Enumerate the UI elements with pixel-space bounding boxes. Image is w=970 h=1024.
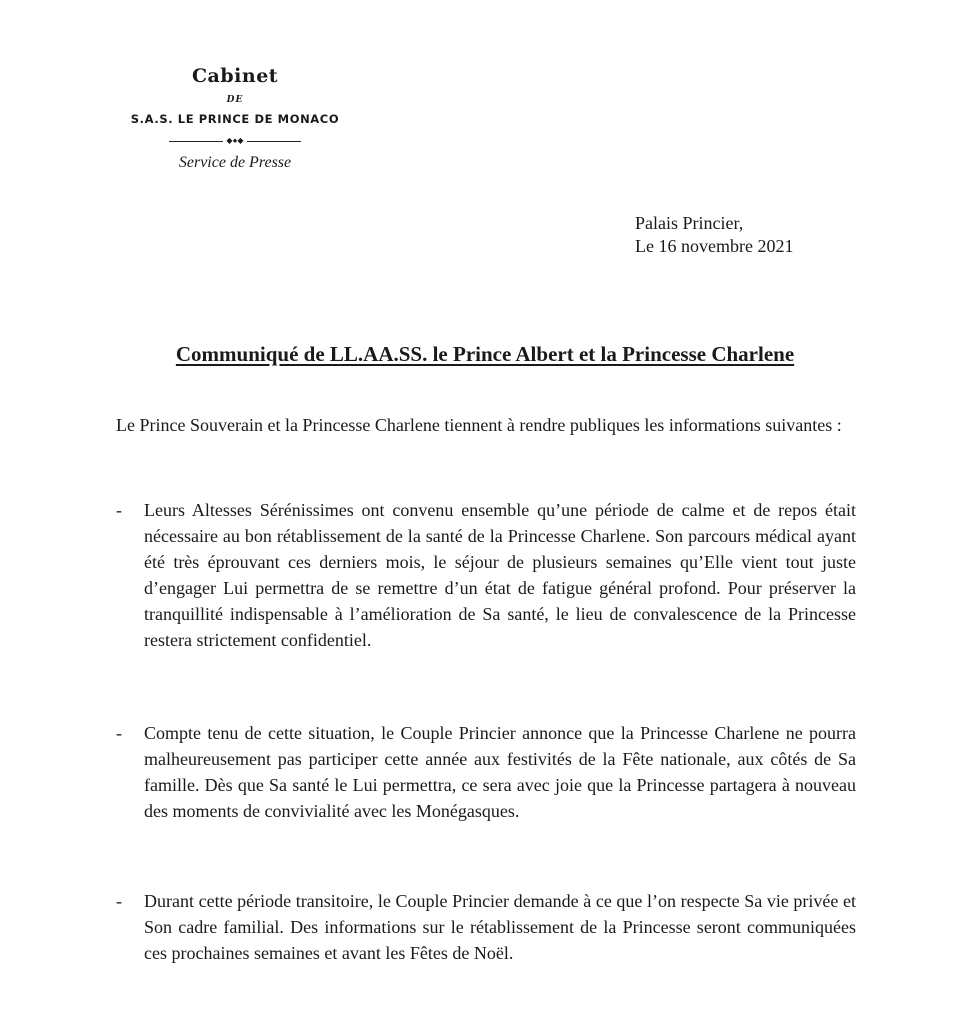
letterhead-de: DE bbox=[226, 95, 244, 105]
dateline-date: Le 16 novembre 2021 bbox=[635, 236, 794, 256]
letterhead-divider bbox=[110, 134, 360, 148]
bullet-item bbox=[116, 720, 856, 824]
intro-paragraph: Le Prince Souverain et la Princesse Charlene tiennent à rendre publiques les informations suivantes : bbox=[116, 415, 842, 435]
divider-line-right bbox=[247, 141, 301, 142]
letterhead-service: Service de Presse bbox=[178, 154, 292, 171]
bullet-text: Leurs Altesses Sérénissimes ont convenu ensemble qu’une période de calme et de repos était nécessaire au bon rétablissement de la santé de la Princesse Charlene. Son parcours médical ayant été très éprouvant ces derniers mois, le séjour de plusieurs semaines qu’Elle vient tout juste d’engager Lui permettra de se remettre d’un état de fatigue général profond. Pour préserver la tranquillité indispensable à l’amélioration de Sa santé, le lieu de convalescence de la Princesse restera strictement confidentiel. bbox=[144, 500, 856, 650]
bullet-text: Compte tenu de cette situation, le Couple Princier annonce que la Princesse Charlene ne pourra malheureusement pas participer cette année aux festivités de la Fête nationale, aux côtés de Sa famille. Dès que Sa santé le Lui permettra, ce sera avec joie que la Princesse partagera à nouveau des moments de convivialité avec les Monégasques. bbox=[144, 723, 856, 821]
dateline bbox=[635, 212, 793, 258]
bullet-text: Durant cette période transitoire, le Couple Princier demande à ce que l’on respecte Sa vie privée et Son cadre familial. Des informations sur le rétablissement de la Princesse seront communiquées ces prochaines semaines et avant les Fêtes de Noël. bbox=[144, 891, 856, 963]
letterhead bbox=[110, 62, 360, 174]
dateline-place: Palais Princier, bbox=[635, 213, 744, 233]
bullet-marker: - bbox=[116, 723, 122, 743]
letterhead-cabinet: Cabinet bbox=[191, 65, 279, 87]
bullet-marker: - bbox=[116, 891, 122, 911]
bullet-item bbox=[116, 888, 856, 966]
letterhead-sas: S.A.S. LE PRINCE DE MONACO bbox=[130, 112, 340, 126]
bullet-marker: - bbox=[116, 500, 122, 520]
bullet-item bbox=[116, 497, 856, 653]
ornament-icon: ◆●◆ bbox=[226, 136, 244, 145]
divider-line-left bbox=[169, 141, 223, 142]
document-title: Communiqué de LL.AA.SS. le Prince Albert et la Princesse Charlene bbox=[175, 342, 795, 366]
